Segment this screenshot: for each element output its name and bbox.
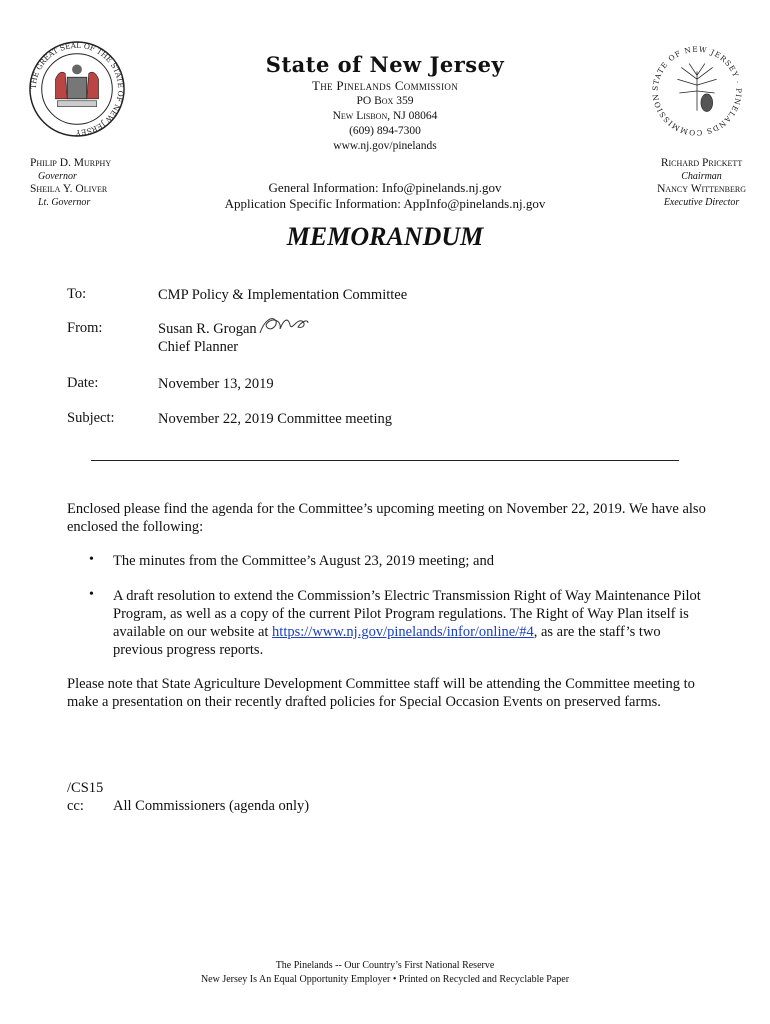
to-value: CMP Policy & Implementation Committee bbox=[158, 287, 408, 303]
subject-value: November 22, 2019 Committee meeting bbox=[158, 411, 392, 427]
bullet-2-text-start: A draft resolution to extend the Commission’s Electric Transmission Right of Way Maintenance Pilot Program, as well as a copy of the current Pilot Program regulations. The Right of Way Plan itself is available on our website at bbox=[113, 588, 701, 640]
right-officials-block bbox=[657, 157, 746, 209]
chairman-name: Richard Prickett bbox=[660, 157, 743, 169]
letterhead-general-info: General Information: Info@pinelands.nj.gov bbox=[268, 180, 502, 195]
from-name: Susan R. Grogan bbox=[158, 321, 257, 337]
governor-name: Philip D. Murphy bbox=[30, 157, 112, 169]
from-title: Chief Planner bbox=[158, 339, 239, 355]
letterhead-phone: (609) 894-7300 bbox=[349, 125, 421, 137]
cc-label: cc: bbox=[67, 798, 84, 814]
letterhead-commission-name: The Pinelands Commission bbox=[311, 78, 459, 93]
handwritten-initials-signature bbox=[258, 311, 310, 337]
letterhead-application-info: Application Specific Information: AppInfo@pinelands.nj.gov bbox=[224, 196, 546, 211]
bullet-2-text-end: , as are the staff’s two previous progress reports. bbox=[113, 624, 661, 658]
left-officials-block bbox=[30, 157, 111, 209]
bullet-icon: • bbox=[89, 552, 94, 567]
cc-value: All Commissioners (agenda only) bbox=[113, 798, 310, 814]
letterhead-po-box: PO Box 359 bbox=[356, 95, 414, 107]
footer-employer-note: New Jersey Is An Equal Opportunity Employer • Printed on Recycled and Recyclable Paper bbox=[200, 974, 570, 985]
governor-title: Governor bbox=[38, 171, 77, 182]
executive-director-name: Nancy Wittenberg bbox=[657, 183, 746, 195]
intro-paragraph: Enclosed please find the agenda for the Committee’s upcoming meeting on November 22, 2019. We have also enclosed the following: bbox=[67, 501, 706, 535]
reference-initials: /CS15 bbox=[67, 780, 104, 796]
bullet-minutes: The minutes from the Committee’s August 23, 2019 meeting; and bbox=[113, 553, 494, 569]
subject-label: Subject: bbox=[67, 410, 115, 426]
date-value: November 13, 2019 bbox=[158, 376, 274, 392]
chairman-title: Chairman bbox=[681, 171, 722, 182]
letterhead-state-title: State of New Jersey bbox=[265, 52, 505, 77]
from-label: From: bbox=[67, 320, 103, 336]
executive-director-title: Executive Director bbox=[663, 197, 740, 208]
bullet-icon: • bbox=[89, 587, 94, 602]
closing-paragraph: Please note that State Agriculture Development Committee staff will be attending the Committee meeting to make a presentation on their recently drafted policies for Special Occasion Events on preserved farms. bbox=[67, 676, 695, 710]
to-label: To: bbox=[67, 286, 87, 302]
lt-governor-title: Lt. Governor bbox=[38, 197, 91, 208]
from-value bbox=[158, 320, 257, 356]
right-of-way-plan-link[interactable]: https://www.nj.gov/pinelands/infor/online/#4 bbox=[272, 624, 534, 640]
bullet-draft-resolution bbox=[113, 587, 713, 659]
footer-tagline: The Pinelands -- Our Country’s First National Reserve bbox=[275, 960, 495, 971]
letterhead-website: www.nj.gov/pinelands bbox=[333, 140, 437, 152]
date-label: Date: bbox=[67, 375, 99, 391]
memo-heading: MEMORANDUM bbox=[286, 222, 484, 251]
svg-text:THE GREAT SEAL OF THE STATE OF: THE GREAT SEAL OF THE STATE OF NEW JERSEY bbox=[28, 40, 126, 138]
horizontal-divider bbox=[91, 460, 679, 461]
lt-governor-name: Sheila Y. Oliver bbox=[30, 183, 108, 195]
svg-text:STATE OF NEW JERSEY · PINELAND: STATE OF NEW JERSEY · PINELANDS COMMISSION bbox=[650, 44, 744, 138]
letterhead-address: New Lisbon, NJ 08064 bbox=[332, 110, 438, 122]
